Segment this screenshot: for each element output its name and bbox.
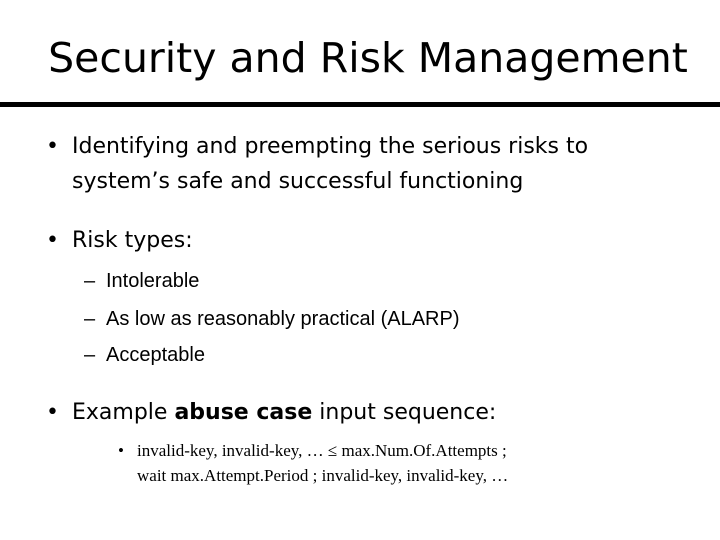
bullet-text-line2: system’s safe and successful functioning	[72, 169, 524, 194]
bullet-text-after: input sequence:	[312, 400, 497, 425]
bullet-text-before: Example	[72, 400, 175, 425]
risk-type-intolerable	[84, 268, 199, 294]
slide-title: Security and Risk Management	[48, 34, 688, 82]
dash-marker: –	[84, 270, 96, 292]
abuse-sequence-line2: wait max.Attempt.Period ; invalid-key, invalid-key, …	[137, 466, 509, 485]
bullet-text-line1: Identifying and preempting the serious risks to	[72, 134, 589, 159]
risk-type-label: Intolerable	[106, 270, 200, 292]
bullet-text: Risk types:	[72, 228, 193, 253]
risk-type-alarp	[84, 306, 459, 332]
abuse-case-term: abuse case	[174, 400, 313, 425]
dash-marker: –	[84, 344, 96, 366]
bullet-marker: •	[118, 441, 124, 460]
dash-marker: –	[84, 308, 96, 330]
bullet-text	[72, 396, 496, 429]
risk-type-label: Acceptable	[106, 344, 205, 366]
risk-type-label: As low as reasonably practical (ALARP)	[106, 308, 460, 330]
bullet-marker: •	[46, 134, 59, 159]
risk-type-acceptable	[84, 342, 205, 368]
title-divider	[0, 102, 720, 107]
bullet-marker: •	[46, 228, 59, 253]
abuse-sequence-line1: invalid-key, invalid-key, … ≤ max.Num.Of.Attempts ;	[137, 441, 507, 460]
bullet-marker: •	[46, 400, 59, 425]
